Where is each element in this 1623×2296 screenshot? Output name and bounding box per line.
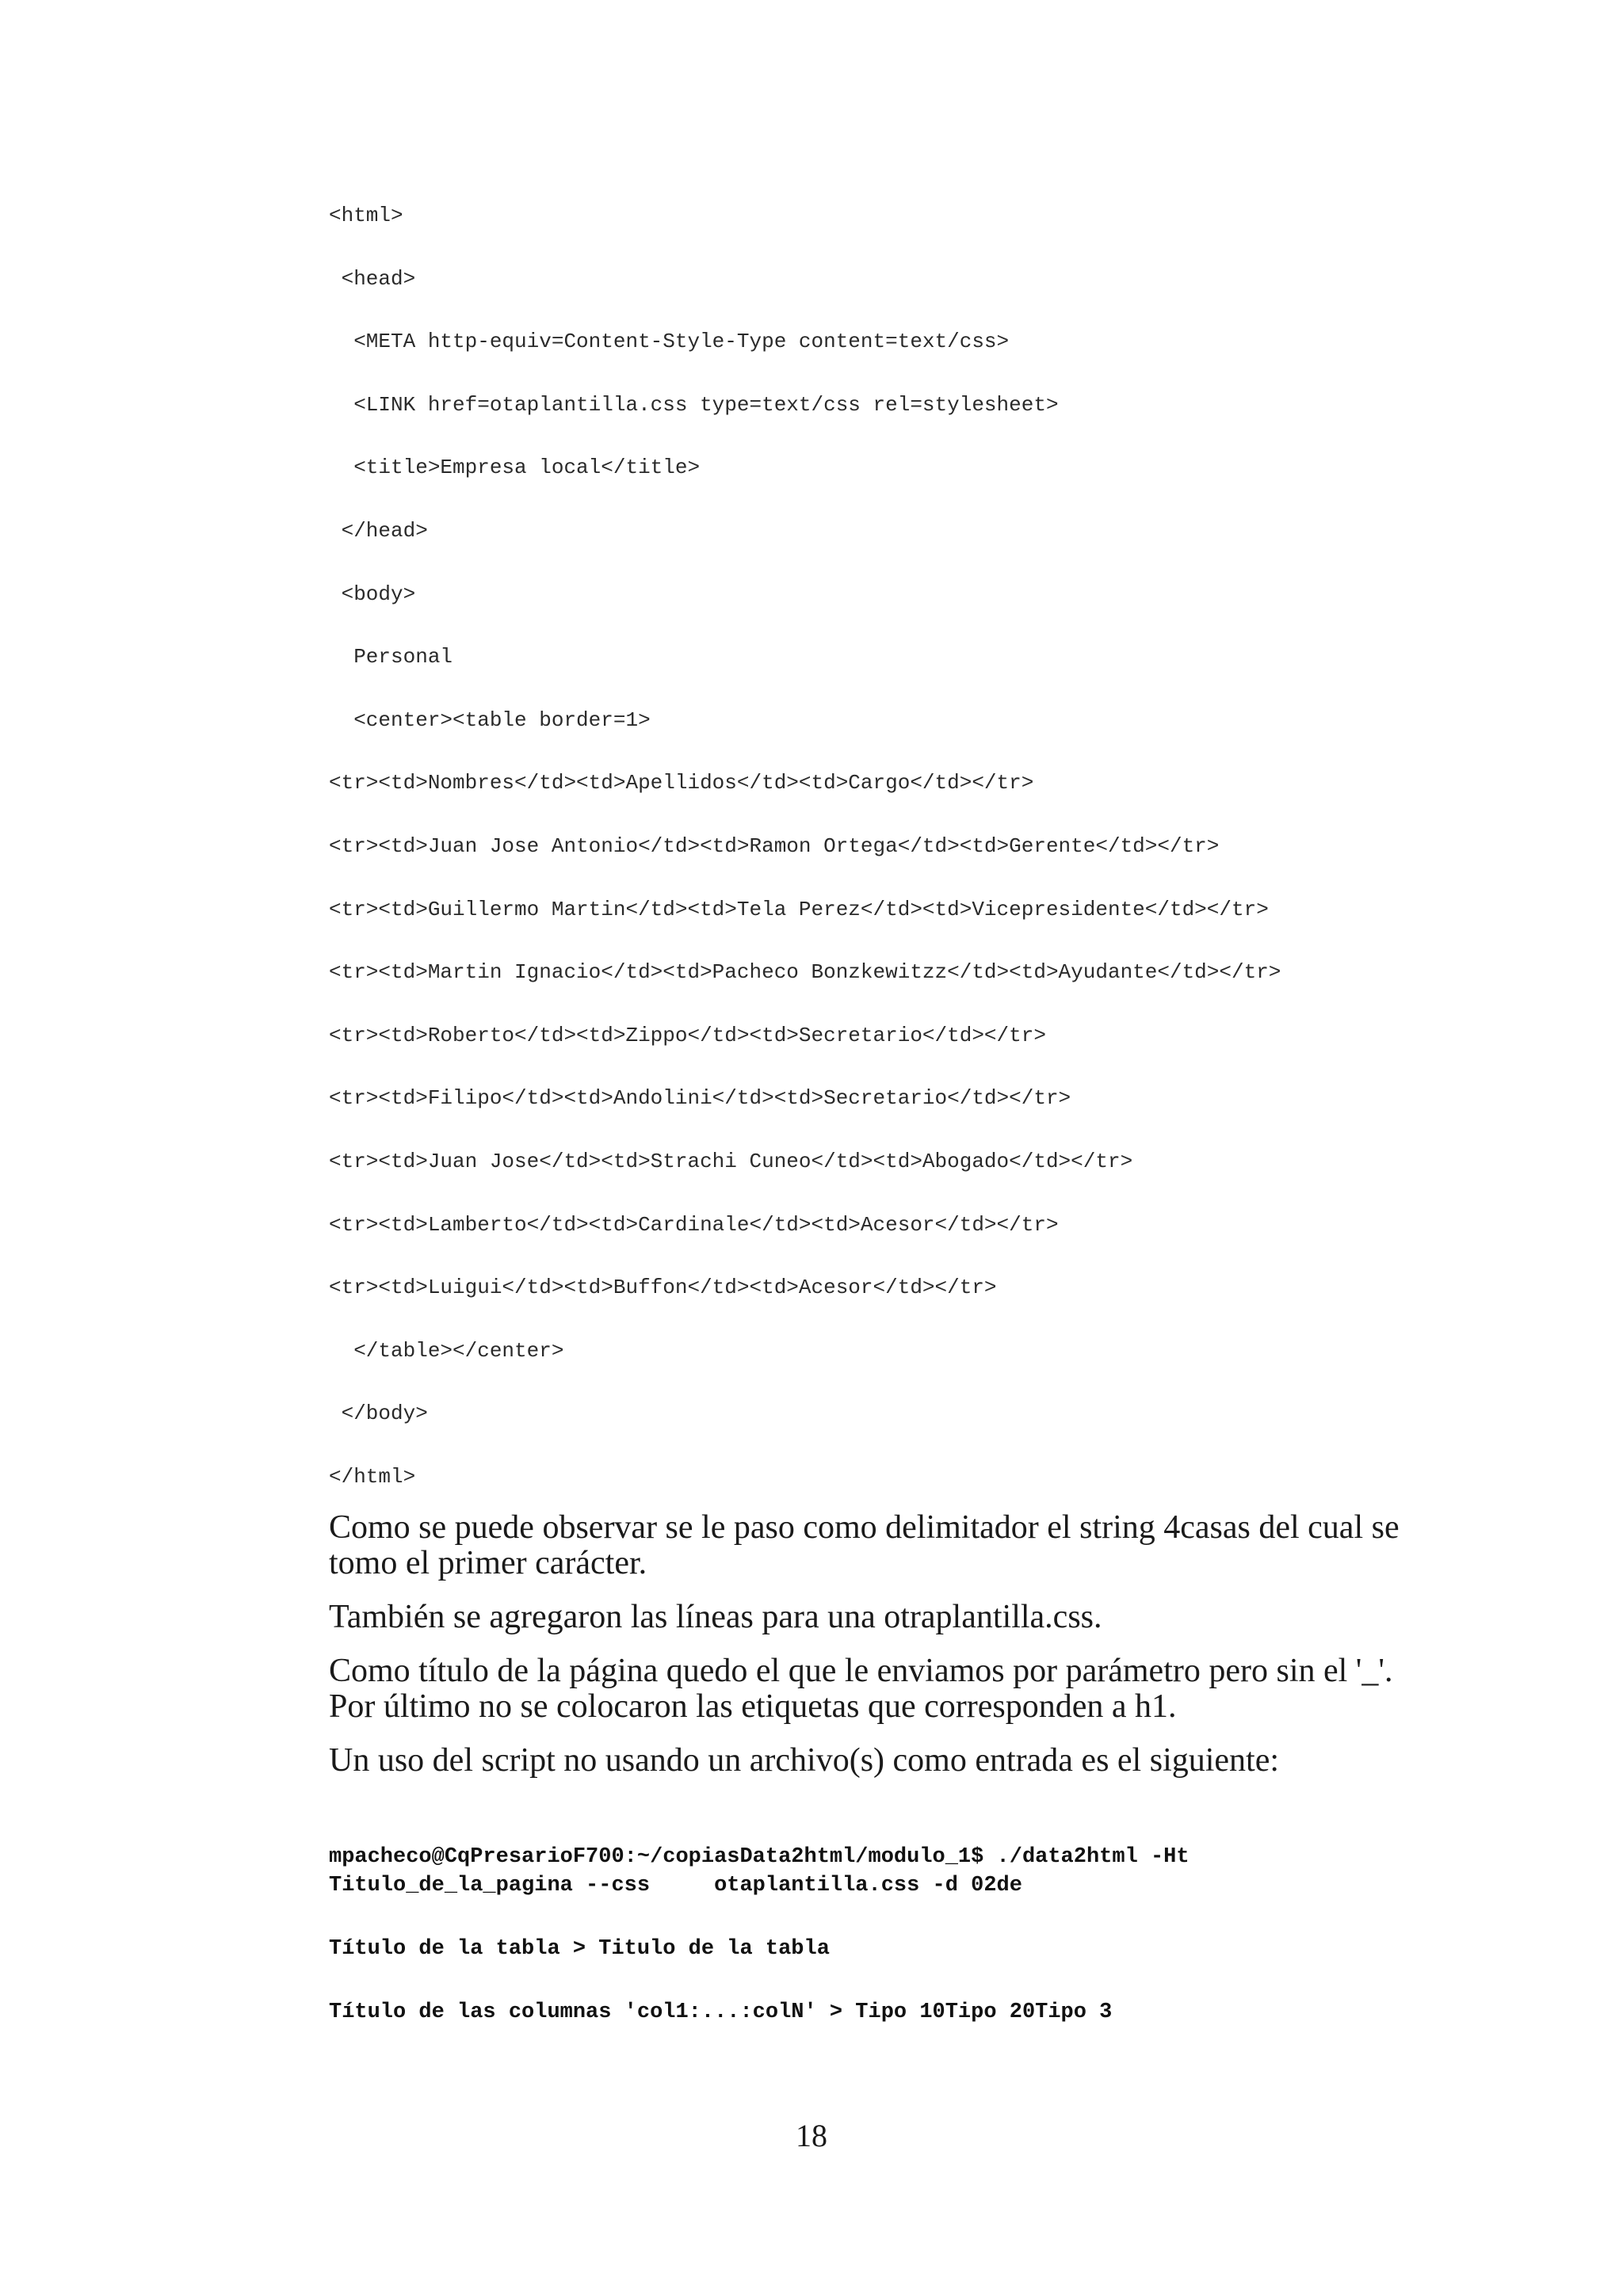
terminal-line: Título de las columnas 'col1:...:colN' > Tipo 10Tipo 20Tipo 3 bbox=[329, 2000, 1113, 2024]
code-line: <tr><td>Lamberto</td><td>Cardinale</td><td>Acesor</td></tr> bbox=[329, 1212, 1059, 1237]
code-line: </html> bbox=[329, 1464, 416, 1489]
paragraph: Como título de la página quedo el que le enviamos por parámetro pero sin el '_'. Por último no se colocaron las etiquetas que corresponden a h1. bbox=[329, 1653, 1393, 1725]
explanation-text bbox=[329, 1510, 1407, 1797]
page-number: 18 bbox=[796, 2118, 827, 2153]
code-line: <tr><td>Juan Jose</td><td>Strachi Cuneo</td><td>Abogado</td></tr> bbox=[329, 1149, 1133, 1173]
code-line: <tr><td>Guillermo Martin</td><td>Tela Perez</td><td>Vicepresidente</td></tr> bbox=[329, 897, 1269, 921]
code-line: <head> bbox=[329, 266, 416, 291]
code-line: </body> bbox=[329, 1402, 428, 1426]
code-line: <html> bbox=[329, 204, 403, 227]
code-line: <tr><td>Filipo</td><td>Andolini</td><td>Secretario</td></tr> bbox=[329, 1086, 1071, 1111]
code-line: </table></center> bbox=[329, 1338, 564, 1363]
paragraph: Un uso del script no usando un archivo(s) como entrada es el siguiente: bbox=[329, 1742, 1280, 1779]
terminal-line: mpacheco@CqPresarioF700:~/copiasData2html/modulo_1$ ./data2html -Ht bbox=[329, 1845, 1190, 1869]
code-line: <LINK href=otaplantilla.css type=text/css rel=stylesheet> bbox=[329, 392, 1059, 417]
code-line: <tr><td>Roberto</td><td>Zippo</td><td>Secretario</td></tr> bbox=[329, 1023, 1046, 1047]
code-line: <tr><td>Martin Ignacio</td><td>Pacheco Bonzkewitzz</td><td>Ayudante</td></tr> bbox=[329, 960, 1281, 985]
terminal-session bbox=[329, 1843, 1190, 2027]
code-line: <tr><td>Luigui</td><td>Buffon</td><td>Acesor</td></tr> bbox=[329, 1276, 997, 1300]
code-line: <body> bbox=[329, 582, 416, 606]
code-line: <META http-equiv=Content-Style-Type content=text/css> bbox=[329, 330, 1010, 354]
code-line: <tr><td>Juan Jose Antonio</td><td>Ramon Ortega</td><td>Gerente</td></tr> bbox=[329, 833, 1220, 858]
code-line: Personal bbox=[329, 645, 453, 669]
terminal-line: Titulo_de_la_pagina --css otaplantilla.css -d 02de bbox=[329, 1874, 1022, 1897]
code-line: <tr><td>Nombres</td><td>Apellidos</td><td>Cargo</td></tr> bbox=[329, 771, 1034, 795]
html-code-listing bbox=[329, 201, 1281, 1525]
terminal-line: Título de la tabla > Titulo de la tabla bbox=[329, 1937, 830, 1961]
paragraph: Como se puede observar se le paso como delimitador el string 4casas del cual se tomo el primer carácter. bbox=[329, 1509, 1400, 1581]
paragraph: También se agregaron las líneas para una otraplantilla.css. bbox=[329, 1599, 1102, 1635]
code-line: </head> bbox=[329, 518, 428, 543]
code-line: <title>Empresa local</title> bbox=[329, 456, 701, 480]
code-line: <center><table border=1> bbox=[329, 707, 651, 732]
